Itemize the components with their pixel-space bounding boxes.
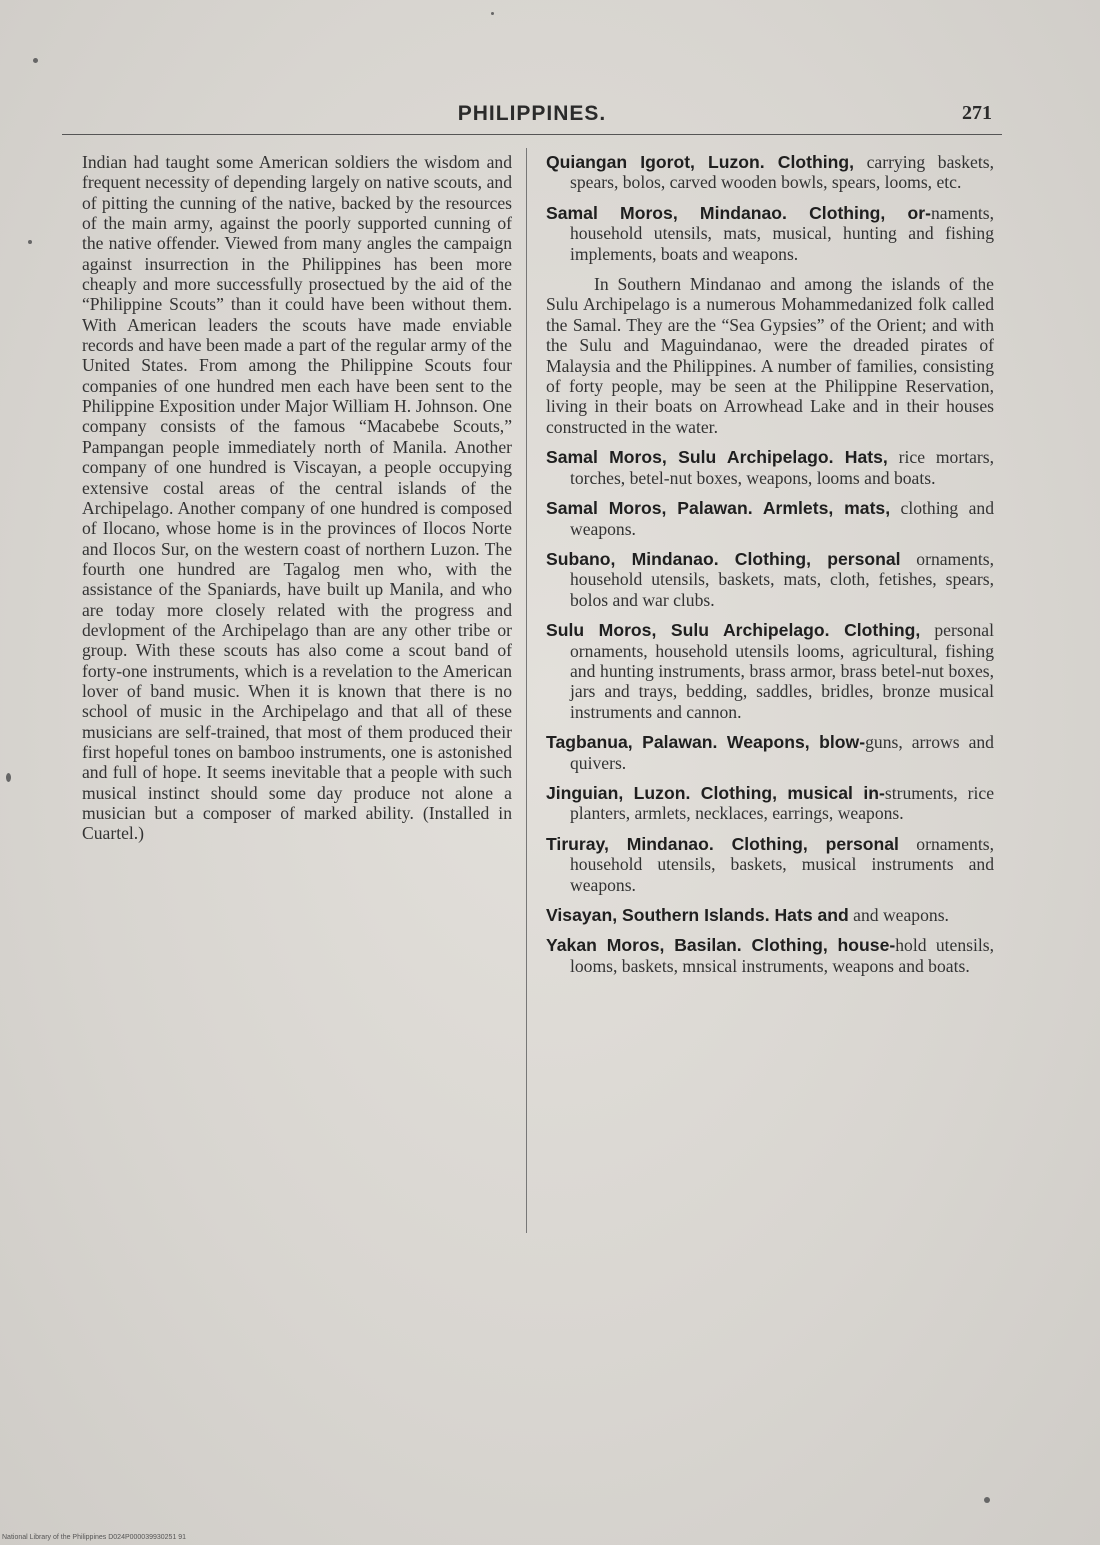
speck-mark — [984, 1497, 990, 1503]
entry-heading: Samal Moros, Mindanao. Clothing, or- — [546, 202, 931, 223]
catalog-entry — [546, 935, 994, 976]
entry-body: ornaments, household utensils, baskets, mats, cloth, fetishes, spears, bolos and war clubs. — [570, 548, 994, 610]
entry-heading: Quiangan Igorot, Luzon. Clothing, — [546, 152, 854, 172]
scan-credit: National Library of the Philippines D024P000039930251 91 — [2, 1534, 187, 1541]
running-header — [62, 98, 1002, 135]
entry-heading: Samal Moros, Sulu Archipelago. Hats, — [546, 447, 888, 468]
entry-body: ornaments, household utensils, baskets, musical instruments and weapons. — [570, 833, 994, 895]
entry-body: hold utensils, looms, baskets, mnsical instruments, weapons and boats. — [570, 935, 994, 976]
entry-body: naments, household utensils, mats, musical, hunting and fishing implements, boats and weapons. — [570, 202, 994, 264]
entry-body: guns, arrows and quivers. — [570, 732, 994, 773]
speck-mark — [28, 240, 32, 244]
catalog-entry — [546, 447, 994, 488]
entry-body: clothing and weapons. — [570, 498, 994, 539]
catalog-entry — [546, 905, 994, 925]
left-column — [82, 152, 512, 844]
entry-heading: Sulu Moros, Sulu Archipelago. Clothing, — [546, 620, 921, 641]
catalog-entry — [546, 549, 994, 610]
entry-heading: Subano, Mindanao. Clothing, personal — [546, 548, 901, 569]
entry-heading: Tiruray, Mindanao. Clothing, personal — [546, 833, 899, 854]
entry-heading: Tagbanua, Palawan. Weapons, blow- — [546, 732, 866, 753]
samal-paragraph: In Southern Mindanao and among the islands of the Sulu Archipelago is a numerous Mohammedanized folk called the Samal. They are the “Sea Gypsies” of the Orient; and with the Sulu and Maguindanao, were the dreaded pirates of Malaysia and the Philippines. A number of families, consisting of forty people, may be seen at the Philippine Reservation, living in their boats on Arrowhead Lake and in their houses constructed in the water. — [546, 274, 994, 437]
entry-body: rice mortars, torches, betel-nut boxes, weapons, looms and boats. — [570, 447, 994, 488]
catalog-entry — [546, 783, 994, 824]
entry-body: and weapons. — [848, 905, 949, 925]
speck-mark — [33, 58, 38, 63]
catalog-entry — [546, 203, 994, 264]
catalog-entry — [546, 620, 994, 722]
header-title: PHILIPPINES. — [457, 102, 607, 125]
entry-heading: Jinguian, Luzon. Clothing, musical in- — [546, 782, 885, 803]
speck-mark — [6, 773, 11, 782]
speck-mark — [491, 12, 494, 15]
catalog-entry — [546, 834, 994, 895]
right-column — [546, 152, 994, 986]
entry-body: carrying baskets, spears, bolos, carved wooden bowls, spears, looms, etc. — [570, 152, 994, 193]
page-number: 271 — [962, 102, 992, 124]
entry-heading: Visayan, Southern Islands. Hats and — [546, 905, 849, 925]
column-divider — [526, 148, 527, 1233]
entry-heading: Samal Moros, Palawan. Armlets, mats, — [546, 498, 891, 519]
entry-body: personal ornaments, household utensils looms, agricultural, fishing and hunting instruments, brass armor, brass betel-nut boxes, jars and trays, bedding, saddles, bridles, bronze musical instruments and cannon. — [570, 620, 994, 722]
entry-body: struments, rice planters, armlets, necklaces, earrings, weapons. — [570, 782, 994, 824]
catalog-entry — [546, 732, 994, 773]
scouts-paragraph: Indian had taught some American soldiers the wisdom and frequent necessity of depending largely on native scouts, and of pitting the cunning of the native, backed by the resources of the main army, against the poorly supported cunning of the native offender. Viewed from many angles the campaign against insurrection in the Philippines has been more cheaply and more successfully prosectued by the aid of the “Philippine Scouts” than it could have been without them. With American leaders the scouts have made enviable records and have been made a part of the regular army of the United States. From among the Philippine Scouts four companies of one hundred men each have been sent to the Philippine Exposition under Major William H. Johnson. One company consists of the famous “Macabebe Scouts,” Pampangan people immediately north of Manila. Another company of one hundred is Viscayan, a people occupying extensive costal areas of the central islands of the Archipelago. Another company of one hundred is composed of Ilocano, whose home is in the provinces of Ilocos Norte and Ilocos Sur, on the western coast of northern Luzon. The fourth one hundred are Tagalog men who, with the assistance of the Spaniards, have built up Manila, and who are today more closely related with the progress and devlopment of the Archipelago than are any other tribe or group. With these scouts has also come a scout band of forty-one instruments, which is a revelation to the American lover of band music. When it is known that there is no school of music in the Archipelago and that all of these musicians are self-trained, that most of them produced their first hopeful tones on bamboo instruments, one is astonished and full of hope. It seems inevitable that a people with such musical instinct should some day produce not alone a musician but a composer of marked ability. (Installed in Cuartel.) — [82, 152, 512, 844]
catalog-entry — [546, 498, 994, 539]
entry-heading: Yakan Moros, Basilan. Clothing, house- — [546, 935, 896, 956]
catalog-entry — [546, 152, 994, 193]
